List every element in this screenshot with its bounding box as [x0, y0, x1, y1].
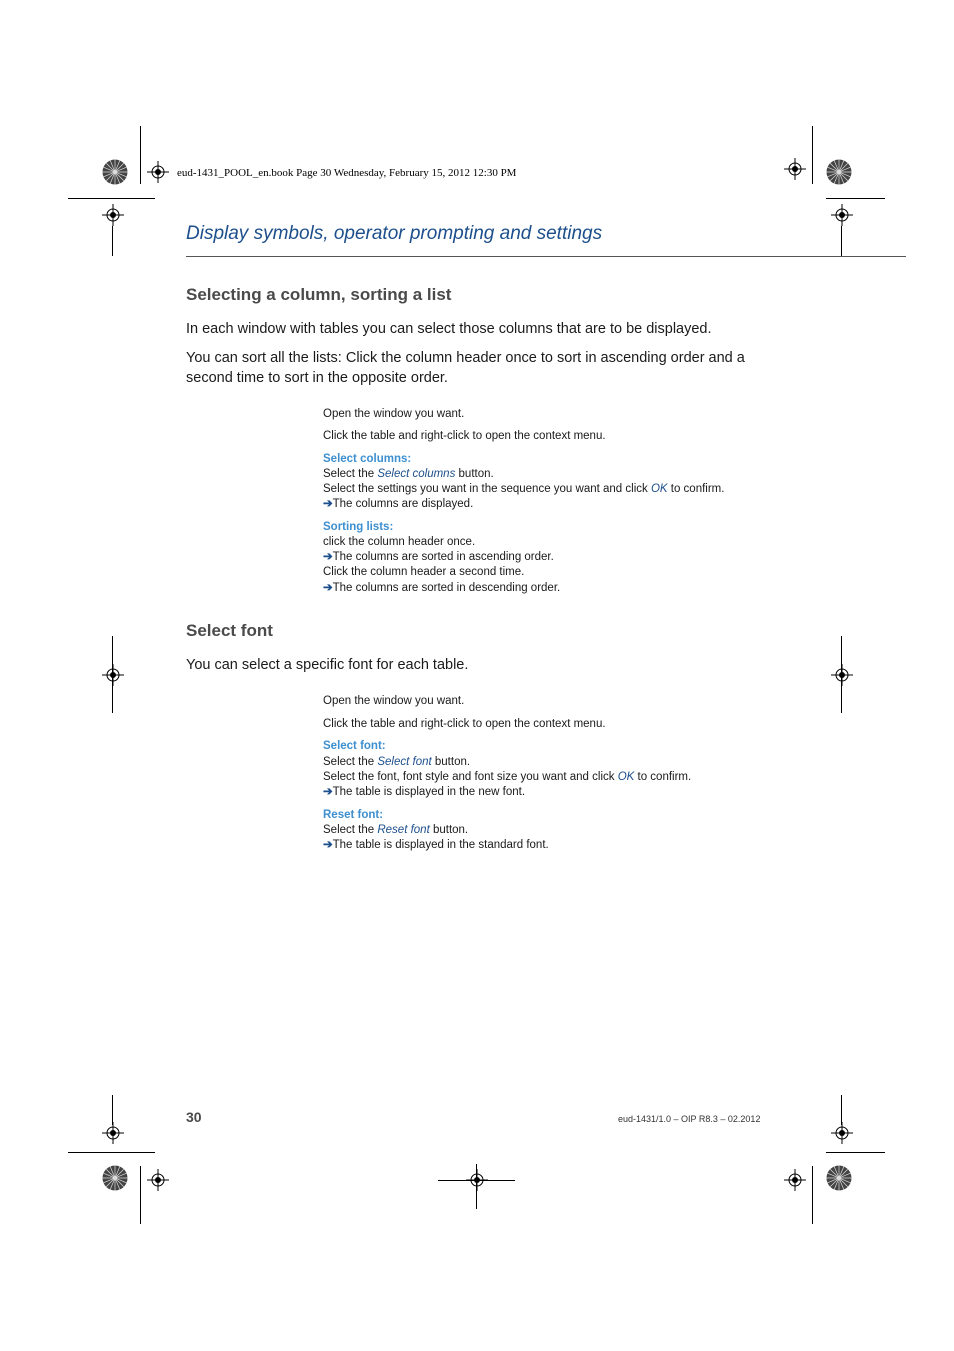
ui-reference: OK	[650, 483, 668, 495]
crop-mark	[826, 198, 885, 199]
crop-mark	[812, 126, 813, 184]
registration-mark-icon	[102, 204, 124, 226]
instruction-line: click the column header once.	[323, 536, 476, 548]
page-number: 30	[186, 1109, 202, 1125]
result-arrow-icon: ➔	[323, 786, 333, 798]
result-line: ➔The table is displayed in the standard font.	[323, 839, 549, 851]
step-context-menu: Click the table and right-click to open the context menu.	[323, 430, 606, 442]
print-file-info: eud-1431_POOL_en.book Page 30 Wednesday, February 15, 2012 12:30 PM	[177, 167, 517, 179]
crop-mark	[812, 1166, 813, 1224]
instruction-line: Select the Select columns button.	[323, 468, 494, 480]
result-arrow-icon: ➔	[323, 551, 333, 563]
step-open-window: Open the window you want.	[323, 408, 465, 420]
result-line: ➔The table is displayed in the new font.	[323, 786, 526, 798]
instruction-line: Select the settings you want in the sequence you want and click OK to confirm.	[323, 483, 725, 495]
registration-mark-icon	[102, 664, 124, 686]
print-star-mark-icon	[102, 1165, 128, 1191]
result-arrow-icon: ➔	[323, 582, 333, 594]
registration-mark-icon	[102, 1122, 124, 1144]
section2-intro: You can select a specific font for each table.	[186, 657, 469, 673]
registration-mark-icon	[784, 1169, 806, 1191]
print-star-mark-icon	[102, 159, 128, 185]
ui-reference: Select font	[377, 756, 432, 768]
crop-mark	[826, 1152, 885, 1153]
crop-mark	[112, 226, 113, 256]
ui-reference: OK	[617, 771, 635, 783]
registration-mark-icon	[784, 158, 806, 180]
print-star-mark-icon	[826, 1165, 852, 1191]
section1-sort-info: You can sort all the lists: Click the column header once to sort in ascending order and a second time to sort in the opposite order.	[186, 350, 745, 386]
result-arrow-icon: ➔	[323, 498, 333, 510]
crop-mark	[841, 1095, 842, 1125]
crop-mark	[68, 198, 155, 199]
result-line: ➔The columns are sorted in ascending order.	[323, 551, 554, 563]
crop-mark	[476, 1164, 477, 1209]
registration-mark-icon	[831, 664, 853, 686]
result-line: ➔The columns are sorted in descending order.	[323, 582, 561, 594]
instruction-line: Click the column header a second time.	[323, 566, 525, 578]
section1-intro: In each window with tables you can select those columns that are to be displayed.	[186, 321, 712, 337]
result-line: ➔The columns are displayed.	[323, 498, 474, 510]
header-rule	[186, 256, 906, 257]
crop-mark	[140, 1166, 141, 1224]
chapter-title: Display symbols, operator prompting and settings	[186, 223, 603, 244]
section-title-columns: Selecting a column, sorting a list	[186, 285, 452, 304]
crop-mark	[68, 1152, 155, 1153]
registration-mark-icon	[831, 204, 853, 226]
section-title-font: Select font	[186, 621, 273, 640]
subheading-select-columns: Select columns:	[323, 453, 412, 465]
step-open-window: Open the window you want.	[323, 695, 465, 707]
instruction-line: Select the font, font style and font size you want and click OK to confirm.	[323, 771, 692, 783]
registration-mark-icon	[466, 1169, 488, 1191]
instruction-line: Select the Reset font button.	[323, 824, 469, 836]
result-arrow-icon: ➔	[323, 839, 333, 851]
ui-reference: Reset font	[377, 824, 430, 836]
crop-mark	[112, 1095, 113, 1125]
registration-mark-icon	[831, 1122, 853, 1144]
registration-mark-icon	[147, 161, 169, 183]
subheading-select-font: Select font:	[323, 740, 386, 752]
step-context-menu: Click the table and right-click to open the context menu.	[323, 718, 606, 730]
crop-mark	[841, 226, 842, 256]
instruction-line: Select the Select font button.	[323, 756, 471, 768]
subheading-sorting-lists: Sorting lists:	[323, 521, 394, 533]
registration-mark-icon	[147, 1169, 169, 1191]
document-reference: eud-1431/1.0 – OIP R8.3 – 02.2012	[618, 1114, 761, 1124]
subheading-reset-font: Reset font:	[323, 809, 384, 821]
crop-mark	[140, 126, 141, 184]
ui-reference: Select columns	[377, 468, 456, 480]
print-star-mark-icon	[826, 159, 852, 185]
